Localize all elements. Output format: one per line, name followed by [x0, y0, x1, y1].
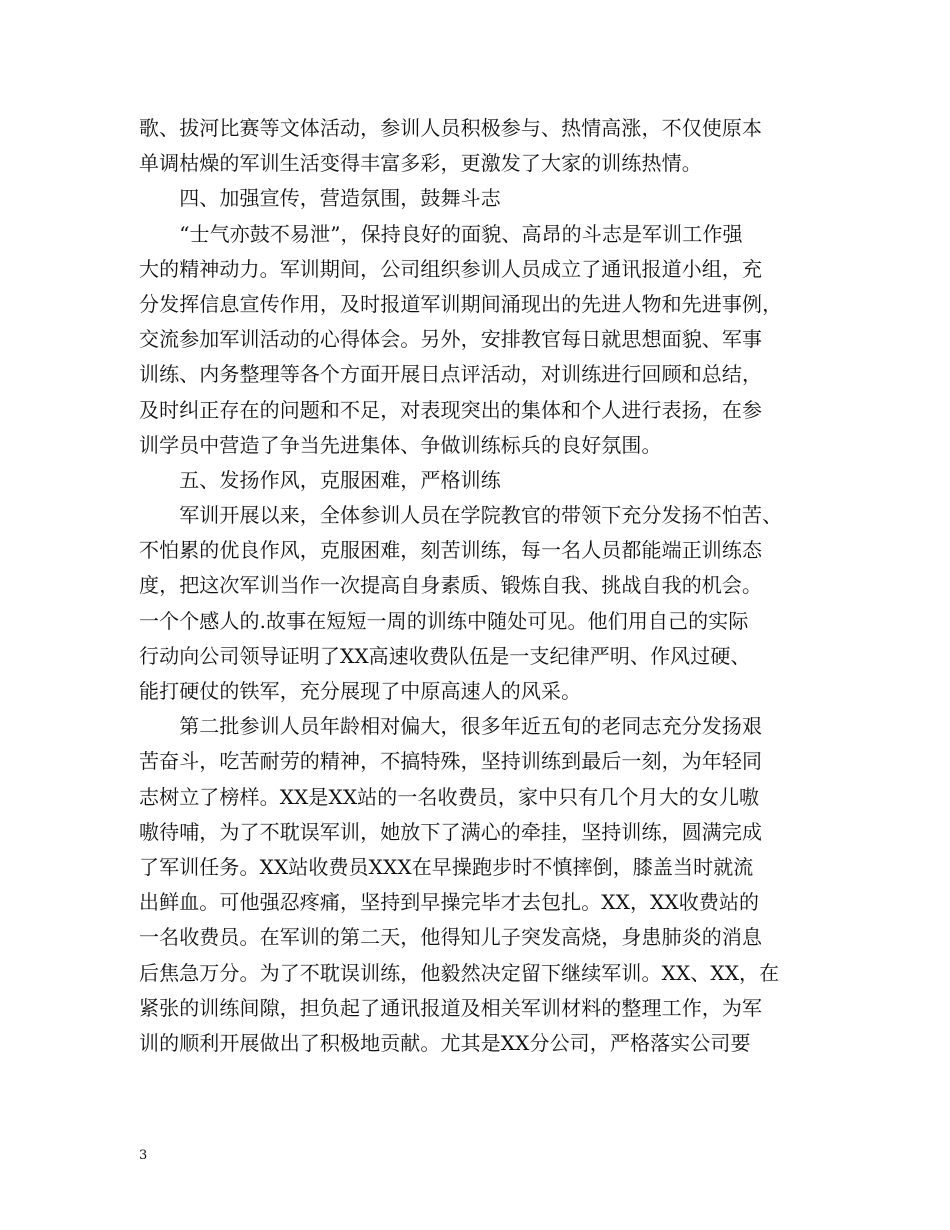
text-line: 了军训任务。XX站收费员XXX在早操跑步时不慎摔倒，膝盖当时就流	[139, 854, 754, 879]
text-line: 分发挥信息宣传作用，及时报道军训期间涌现出的先进人物和先进事例，	[139, 291, 783, 316]
document-body	[139, 111, 819, 1061]
text-line: 志树立了榜样。XX是XX站的一名收费员，家中只有几个月大的女儿嗷	[139, 784, 760, 809]
text-line: 训练、内务整理等各个方面开展日点评活动，对训练进行回顾和总结，	[139, 362, 763, 387]
section-heading: 五、发扬作风，克服困难，严格训练	[139, 467, 501, 492]
text-line: 后焦急万分。为了不耽误训练，他毅然决定留下继续军训。XX、XX，在	[139, 960, 780, 985]
text-line: 歌、拔河比赛等文体活动，参训人员积极参与、热情高涨，不仅使原本	[139, 116, 763, 140]
text-line: 大的精神动力。军训期间，公司组织参训人员成立了通讯报道小组，充	[139, 256, 763, 281]
text-line: 及时纠正存在的问题和不足，对表现突出的集体和个人进行表扬，在参	[139, 397, 763, 422]
text-line: 不怕累的优良作风，克服困难，刻苦训练，每一名人员都能端正训练态	[139, 538, 763, 563]
text-line: 单调枯燥的军训生活变得丰富多彩，更激发了大家的训练热情。	[139, 151, 702, 176]
text-line: 能打硬仗的铁军，充分展现了中原高速人的风采。	[139, 679, 582, 703]
text-line: 军训开展以来，全体参训人员在学院教官的带领下充分发扬不怕苦、	[139, 503, 783, 528]
text-line: 行动向公司领导证明了XX高速收费队伍是一支纪律严明、作风过硬、	[139, 643, 751, 668]
text-line: 训学员中营造了争当先进集体、争做训练标兵的良好氛围。	[139, 432, 662, 457]
text-line: “士气亦鼓不易泄”，保持良好的面貌、高昂的斗志是军训工作强	[139, 221, 743, 246]
text-line: 一个个感人的.故事在短短一周的训练中随处可见。他们用自己的实际	[139, 608, 749, 633]
section-heading: 四、加强宣传，营造氛围，鼓舞斗志	[139, 186, 501, 211]
text-line: 苦奋斗，吃苦耐劳的精神，不搞特殊，坚持训练到最后一刻，为年轻同	[139, 749, 763, 774]
text-line: 嗷待哺，为了不耽误军训，她放下了满心的牵挂，坚持训练，圆满完成	[139, 819, 763, 844]
text-line: 出鲜血。可他强忍疼痛，坚持到早操完毕才去包扎。XX，XX收费站的	[139, 890, 760, 915]
text-line: 第二批参训人员年龄相对偏大，很多年近五旬的老同志充分发扬艰	[139, 714, 763, 739]
text-line: 训的顺利开展做出了积极地贡献。尤其是XX分公司，严格落实公司要	[139, 1030, 751, 1055]
text-line: 交流参加军训活动的心得体会。另外，安排教官每日就思想面貌、军事	[139, 327, 763, 352]
text-line: 度，把这次军训当作一次提高自身素质、锻炼自我、挑战自我的机会。	[139, 573, 763, 598]
text-line: 紧张的训练间隙，担负起了通讯报道及相关军训材料的整理工作，为军	[139, 995, 763, 1020]
text-line: 一名收费员。在军训的第二天，他得知儿子突发高烧，身患肺炎的消息	[139, 925, 763, 950]
page-number: 3	[139, 1148, 148, 1163]
